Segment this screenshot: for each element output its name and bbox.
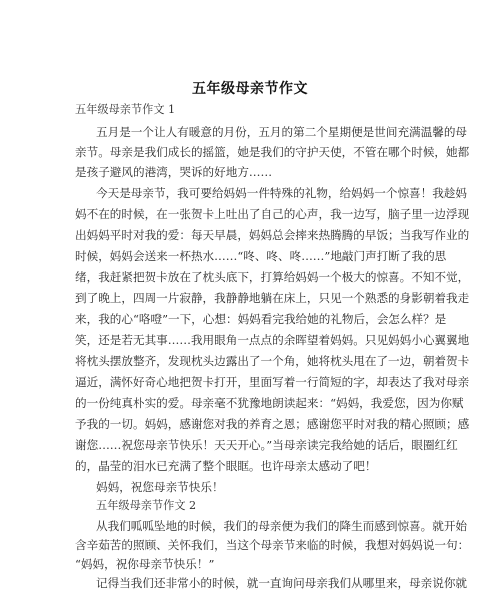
document-title: 五年级母亲节作文 [192, 81, 308, 97]
paragraph-line: 亲节。母亲是我们成长的摇篮，她是我们的守护天使，不管在哪个时候，她都 [75, 145, 470, 159]
paragraph-line: 出妈妈平时对我的爱：每天早晨，妈妈总会摔来热腾腾的早饭；当我写作业的 [75, 228, 470, 242]
paragraph-line: 时候，妈妈会送来一杯热水……“咚、咚、咚……”地敲门声打断了我的思 [75, 249, 447, 263]
paragraph-line: 五月是一个让人有暖意的月份，五月的第二个星期便是世间充满温馨的母 [96, 125, 468, 139]
paragraph-line: 今天是母亲节，我可要给妈妈一件特殊的礼物，给妈妈一个惊喜！我趁妈 [96, 186, 468, 200]
paragraph-line: 将枕头摆放整齐，发现枕头边露出了一个角，她将枕头甩在了一边，朝着贺卡 [75, 354, 470, 368]
paragraph-line: 笑，还是若无其事……我用眼角一点点的余晖望着妈妈。只见妈妈小心翼翼地 [75, 333, 470, 347]
paragraph-line: 记得当我们还非常小的时候，就一直询问母亲我们从哪里来，母亲说你就 [96, 576, 468, 590]
paragraph-line: 含辛茹苦的照顾、关怀我们，当这个母亲节来临的时候，我想对妈妈说一句： [75, 538, 470, 552]
paragraph-line: 的一份纯真朴实的爱。母亲毫不犹豫地朗读起来：“妈妈，我爱您，因为你赋 [75, 396, 464, 410]
section-heading: 五年级母亲节作文 2 [96, 499, 197, 512]
section-heading: 五年级母亲节作文 1 [75, 103, 176, 116]
paragraph-line: 到了晚上，四周一片寂静，我静静地躺在床上，只见一个熟悉的身影朝着我走 [75, 291, 470, 305]
paragraph-line: 是孩子避风的港湾，哭诉的好地方…… [75, 165, 273, 179]
paragraph-line: 逼近，满怀好奇心地把贺卡打开，里面写着一行简短的字，却表达了我对母亲 [75, 375, 470, 389]
paragraph-line: 来，我的心“咯噔”一下，心想：妈妈看完我给她的礼物后，会怎么样？是 [75, 312, 447, 326]
paragraph-line: 谢您……祝您母亲节快乐！天天开心。”当母亲读完我给她的话后，眼圈红红 [75, 438, 458, 452]
paragraph-line: “妈妈，祝你母亲节快乐！” [75, 557, 215, 571]
paragraph-line: 绪，我赶紧把贺卡放在了枕头底下，打算给妈妈一个极大的惊喜。不知不觉， [75, 270, 470, 284]
paragraph-line: 的，晶莹的泪水已充满了整个眼眶。也许母亲太感动了吧！ [75, 459, 377, 473]
paragraph-line: 从我们呱呱坠地的时候，我们的母亲便为我们的降生而感到惊喜。就开始 [96, 519, 468, 533]
paragraph-line: 予我的一切。妈妈，感谢您对我的养育之恩；感谢您平时对我的精心照顾；感 [75, 417, 470, 431]
paragraph-line: 妈妈，祝您母亲节快乐！ [96, 480, 224, 494]
paragraph-line: 妈不在的时候，在一张贺卡上吐出了自己的心声，我一边写，脑子里一边浮现 [75, 207, 470, 221]
